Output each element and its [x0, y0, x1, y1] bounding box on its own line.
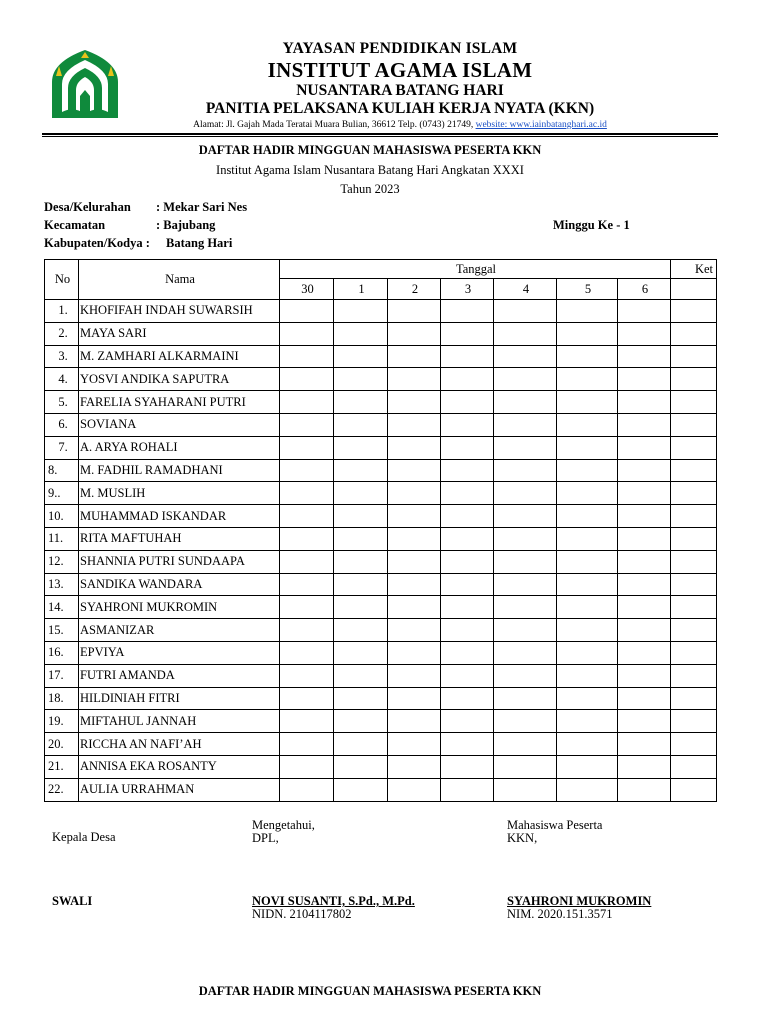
row-number: 21. — [45, 755, 79, 778]
ket-cell — [671, 733, 717, 756]
attendance-cell — [388, 436, 441, 459]
date-header: 4 — [494, 279, 557, 300]
student-name: M. FADHIL RAMADHANI — [79, 459, 280, 482]
row-number: 15. — [45, 619, 79, 642]
table-row — [45, 755, 717, 778]
attendance-cell — [494, 300, 557, 323]
table-row — [45, 322, 717, 345]
student-name: MIFTAHUL JANNAH — [79, 710, 280, 733]
table-row — [45, 345, 717, 368]
table-row — [45, 664, 717, 687]
row-number: 8. — [45, 459, 79, 482]
document-year: Tahun 2023 — [340, 182, 400, 196]
table-row — [45, 687, 717, 710]
attendance-cell — [557, 300, 618, 323]
attendance-cell — [441, 687, 494, 710]
attendance-cell — [388, 345, 441, 368]
attendance-cell — [494, 459, 557, 482]
row-number: 7. — [45, 436, 79, 459]
mid-signer-id: NIDN. 2104117802 — [252, 907, 352, 921]
foundation-name: YAYASAN PENDIDIKAN ISLAM — [282, 40, 518, 57]
ket-cell — [671, 573, 717, 596]
attendance-cell — [494, 505, 557, 528]
next-page-title: DAFTAR HADIR MINGGUAN MAHASISWA PESERTA KKN — [198, 984, 542, 998]
attendance-cell — [494, 368, 557, 391]
attendance-cell — [494, 755, 557, 778]
attendance-cell — [441, 710, 494, 733]
attendance-cell — [280, 300, 334, 323]
attendance-cell — [494, 596, 557, 619]
attendance-cell — [441, 413, 494, 436]
attendance-cell — [557, 573, 618, 596]
attendance-cell — [441, 368, 494, 391]
attendance-cell — [618, 778, 671, 801]
table-row — [45, 619, 717, 642]
attendance-cell — [618, 459, 671, 482]
ket-cell — [671, 482, 717, 505]
date-header: 6 — [618, 279, 671, 300]
date-header: 3 — [441, 279, 494, 300]
table-row — [45, 641, 717, 664]
table-row — [45, 391, 717, 414]
attendance-cell — [441, 778, 494, 801]
attendance-cell — [280, 413, 334, 436]
attendance-cell — [334, 687, 388, 710]
attendance-cell — [334, 596, 388, 619]
address-text: Alamat: Jl. Gajah Mada Teratai Muara Bulian, 36612 Telp. (0743) 21749, — [193, 120, 476, 130]
kecamatan-value: : Bajubang — [156, 218, 216, 232]
attendance-cell — [280, 573, 334, 596]
attendance-cell — [494, 482, 557, 505]
attendance-cell — [388, 413, 441, 436]
left-signer-name: SWALI — [52, 894, 93, 908]
attendance-cell — [618, 641, 671, 664]
attendance-cell — [334, 664, 388, 687]
table-row — [45, 505, 717, 528]
table-row — [45, 368, 717, 391]
attendance-cell — [441, 300, 494, 323]
ket-cell — [671, 345, 717, 368]
attendance-cell — [388, 664, 441, 687]
attendance-cell — [441, 527, 494, 550]
attendance-cell — [441, 436, 494, 459]
attendance-cell — [557, 755, 618, 778]
attendance-cell — [388, 505, 441, 528]
attendance-cell — [441, 550, 494, 573]
attendance-cell — [280, 482, 334, 505]
ket-cell — [671, 322, 717, 345]
mid-role-line2: DPL, — [252, 831, 279, 845]
attendance-cell — [618, 345, 671, 368]
attendance-cell — [280, 368, 334, 391]
attendance-cell — [494, 710, 557, 733]
student-name: SHANNIA PUTRI SUNDAAPA — [79, 550, 280, 573]
attendance-cell — [618, 436, 671, 459]
header-ket: Ket — [671, 260, 717, 279]
student-name: EPVIYA — [79, 641, 280, 664]
row-number: 17. — [45, 664, 79, 687]
ket-cell — [671, 413, 717, 436]
attendance-cell — [494, 573, 557, 596]
student-name: MAYA SARI — [79, 322, 280, 345]
attendance-cell — [334, 505, 388, 528]
row-number: 2. — [45, 322, 79, 345]
attendance-cell — [557, 436, 618, 459]
left-role: Kepala Desa — [52, 830, 116, 844]
row-number: 5. — [45, 391, 79, 414]
attendance-cell — [441, 733, 494, 756]
attendance-cell — [388, 482, 441, 505]
mid-role-line1: Mengetahui, — [252, 818, 315, 832]
student-name: FARELIA SYAHARANI PUTRI — [79, 391, 280, 414]
website-link[interactable]: website: www.iainbatanghari.ac.id — [475, 120, 607, 130]
ket-cell — [671, 505, 717, 528]
ket-cell — [671, 664, 717, 687]
attendance-cell — [557, 322, 618, 345]
attendance-cell — [388, 322, 441, 345]
attendance-cell — [557, 482, 618, 505]
attendance-cell — [280, 459, 334, 482]
attendance-cell — [441, 573, 494, 596]
attendance-cell — [618, 391, 671, 414]
attendance-cell — [494, 664, 557, 687]
attendance-cell — [388, 596, 441, 619]
attendance-cell — [618, 687, 671, 710]
attendance-cell — [280, 619, 334, 642]
header-tanggal: Tanggal — [280, 260, 671, 279]
right-signer-name: SYAHRONI MUKROMIN — [507, 894, 652, 908]
attendance-cell — [441, 641, 494, 664]
attendance-cell — [441, 391, 494, 414]
row-number: 10. — [45, 505, 79, 528]
ket-cell — [671, 459, 717, 482]
date-header: 2 — [388, 279, 441, 300]
ket-cell — [671, 300, 717, 323]
attendance-table — [44, 259, 717, 802]
attendance-cell — [494, 436, 557, 459]
kabupaten-value: Batang Hari — [166, 236, 233, 250]
header-nama: Nama — [79, 260, 280, 300]
attendance-cell — [280, 664, 334, 687]
ket-cell — [671, 687, 717, 710]
week-label: Minggu Ke - 1 — [553, 218, 630, 232]
attendance-cell — [618, 664, 671, 687]
attendance-cell — [334, 527, 388, 550]
attendance-cell — [494, 641, 557, 664]
ket-cell — [671, 641, 717, 664]
table-row — [45, 733, 717, 756]
student-name: RICCHA AN NAFI’AH — [79, 733, 280, 756]
attendance-cell — [441, 459, 494, 482]
date-header: 30 — [280, 279, 334, 300]
ket-cell — [671, 391, 717, 414]
attendance-cell — [388, 391, 441, 414]
attendance-cell — [334, 436, 388, 459]
ket-cell — [671, 755, 717, 778]
attendance-cell — [334, 482, 388, 505]
attendance-cell — [388, 755, 441, 778]
attendance-cell — [280, 322, 334, 345]
attendance-cell — [618, 596, 671, 619]
table-row — [45, 573, 717, 596]
attendance-cell — [618, 733, 671, 756]
table-row — [45, 596, 717, 619]
ket-cell — [671, 778, 717, 801]
attendance-cell — [388, 368, 441, 391]
attendance-cell — [388, 733, 441, 756]
right-signer-id: NIM. 2020.151.3571 — [507, 907, 613, 921]
document-subtitle: Institut Agama Islam Nusantara Batang Hari Angkatan XXXI — [216, 163, 524, 177]
attendance-cell — [557, 550, 618, 573]
student-name: M. ZAMHARI ALKARMAINI — [79, 345, 280, 368]
attendance-cell — [618, 710, 671, 733]
attendance-cell — [494, 687, 557, 710]
attendance-cell — [618, 413, 671, 436]
institute-logo — [48, 48, 122, 120]
attendance-cell — [334, 300, 388, 323]
attendance-cell — [334, 755, 388, 778]
desa-label: Desa/Kelurahan — [44, 200, 131, 214]
row-number: 11. — [45, 527, 79, 550]
student-name: SOVIANA — [79, 413, 280, 436]
attendance-cell — [441, 619, 494, 642]
institute-location: NUSANTARA BATANG HARI — [296, 82, 504, 99]
attendance-cell — [280, 391, 334, 414]
table-row — [45, 527, 717, 550]
attendance-cell — [334, 641, 388, 664]
attendance-cell — [618, 482, 671, 505]
attendance-cell — [441, 345, 494, 368]
attendance-cell — [557, 459, 618, 482]
ket-cell — [671, 710, 717, 733]
attendance-cell — [280, 687, 334, 710]
attendance-cell — [557, 345, 618, 368]
row-number: 19. — [45, 710, 79, 733]
attendance-cell — [334, 322, 388, 345]
ket-subheader — [671, 279, 717, 300]
attendance-cell — [618, 322, 671, 345]
attendance-cell — [557, 687, 618, 710]
attendance-cell — [494, 550, 557, 573]
row-number: 4. — [45, 368, 79, 391]
attendance-cell — [280, 527, 334, 550]
student-name: MUHAMMAD ISKANDAR — [79, 505, 280, 528]
attendance-cell — [441, 322, 494, 345]
attendance-cell — [557, 596, 618, 619]
student-name: AULIA URRAHMAN — [79, 778, 280, 801]
attendance-cell — [441, 596, 494, 619]
row-number: 6. — [45, 413, 79, 436]
student-name: SANDIKA WANDARA — [79, 573, 280, 596]
kecamatan-label: Kecamatan — [44, 218, 106, 232]
attendance-cell — [441, 482, 494, 505]
attendance-cell — [618, 368, 671, 391]
attendance-cell — [280, 641, 334, 664]
row-number: 22. — [45, 778, 79, 801]
attendance-cell — [557, 778, 618, 801]
attendance-cell — [334, 391, 388, 414]
row-number: 16. — [45, 641, 79, 664]
attendance-cell — [494, 527, 557, 550]
attendance-cell — [334, 550, 388, 573]
row-number: 3. — [45, 345, 79, 368]
row-number: 13. — [45, 573, 79, 596]
row-number: 14. — [45, 596, 79, 619]
attendance-cell — [280, 596, 334, 619]
attendance-cell — [441, 505, 494, 528]
attendance-cell — [557, 368, 618, 391]
row-number: 12. — [45, 550, 79, 573]
attendance-cell — [618, 300, 671, 323]
ket-cell — [671, 436, 717, 459]
address-line — [130, 120, 670, 130]
attendance-cell — [494, 345, 557, 368]
attendance-cell — [557, 641, 618, 664]
table-row — [45, 436, 717, 459]
attendance-cell — [618, 550, 671, 573]
attendance-cell — [388, 687, 441, 710]
attendance-cell — [388, 459, 441, 482]
right-role-line2: KKN, — [507, 831, 538, 845]
attendance-cell — [557, 505, 618, 528]
attendance-cell — [494, 322, 557, 345]
attendance-cell — [334, 459, 388, 482]
student-name: YOSVI ANDIKA SAPUTRA — [79, 368, 280, 391]
ket-cell — [671, 596, 717, 619]
attendance-cell — [334, 345, 388, 368]
student-name: HILDINIAH FITRI — [79, 687, 280, 710]
attendance-cell — [388, 573, 441, 596]
attendance-cell — [280, 345, 334, 368]
attendance-cell — [441, 755, 494, 778]
attendance-cell — [494, 619, 557, 642]
attendance-cell — [388, 300, 441, 323]
attendance-cell — [280, 550, 334, 573]
attendance-cell — [280, 436, 334, 459]
attendance-cell — [334, 413, 388, 436]
row-number: 1. — [45, 300, 79, 323]
student-name: FUTRI AMANDA — [79, 664, 280, 687]
attendance-cell — [280, 505, 334, 528]
attendance-cell — [618, 755, 671, 778]
table-row — [45, 413, 717, 436]
attendance-cell — [441, 664, 494, 687]
header-no: No — [45, 260, 79, 300]
attendance-cell — [388, 550, 441, 573]
row-number: 18. — [45, 687, 79, 710]
attendance-cell — [557, 413, 618, 436]
student-name: SYAHRONI MUKROMIN — [79, 596, 280, 619]
attendance-cell — [494, 733, 557, 756]
ket-cell — [671, 619, 717, 642]
attendance-cell — [388, 710, 441, 733]
attendance-cell — [334, 573, 388, 596]
attendance-cell — [334, 733, 388, 756]
attendance-cell — [280, 710, 334, 733]
attendance-cell — [334, 710, 388, 733]
attendance-cell — [557, 710, 618, 733]
student-name: RITA MAFTUHAH — [79, 527, 280, 550]
attendance-cell — [618, 505, 671, 528]
attendance-cell — [557, 664, 618, 687]
attendance-cell — [557, 733, 618, 756]
attendance-cell — [334, 368, 388, 391]
attendance-cell — [334, 619, 388, 642]
desa-value: : Mekar Sari Nes — [156, 200, 248, 214]
attendance-cell — [494, 778, 557, 801]
attendance-cell — [618, 619, 671, 642]
header-rule-thick — [42, 133, 718, 135]
attendance-cell — [388, 641, 441, 664]
attendance-cell — [388, 619, 441, 642]
right-role-line1: Mahasiswa Peserta — [507, 818, 603, 832]
table-row — [45, 482, 717, 505]
student-name: M. MUSLIH — [79, 482, 280, 505]
attendance-cell — [388, 527, 441, 550]
attendance-cell — [280, 755, 334, 778]
attendance-cell — [494, 391, 557, 414]
table-row — [45, 550, 717, 573]
attendance-cell — [280, 733, 334, 756]
student-name: A. ARYA ROHALI — [79, 436, 280, 459]
attendance-cell — [388, 778, 441, 801]
attendance-cell — [557, 391, 618, 414]
date-header: 1 — [334, 279, 388, 300]
attendance-cell — [557, 527, 618, 550]
attendance-cell — [334, 778, 388, 801]
ket-cell — [671, 527, 717, 550]
student-name: ASMANIZAR — [79, 619, 280, 642]
attendance-cell — [280, 778, 334, 801]
ket-cell — [671, 368, 717, 391]
ket-cell — [671, 550, 717, 573]
row-number: 20. — [45, 733, 79, 756]
table-row — [45, 300, 717, 323]
table-row — [45, 778, 717, 801]
date-header: 5 — [557, 279, 618, 300]
student-name: KHOFIFAH INDAH SUWARSIH — [79, 300, 280, 323]
header-rule-thin — [42, 136, 718, 137]
attendance-cell — [618, 527, 671, 550]
institute-name: INSTITUT AGAMA ISLAM — [267, 58, 533, 82]
committee-name: PANITIA PELAKSANA KULIAH KERJA NYATA (KKN) — [205, 100, 595, 117]
attendance-cell — [557, 619, 618, 642]
table-row — [45, 459, 717, 482]
attendance-cell — [494, 413, 557, 436]
student-name: ANNISA EKA ROSANTY — [79, 755, 280, 778]
table-row — [45, 710, 717, 733]
kabupaten-label: Kabupaten/Kodya : — [44, 236, 150, 250]
mid-signer-name: NOVI SUSANTI, S.Pd., M.Pd. — [252, 894, 415, 908]
row-number: 9.. — [45, 482, 79, 505]
document-title: DAFTAR HADIR MINGGUAN MAHASISWA PESERTA KKN — [198, 143, 542, 157]
attendance-cell — [618, 573, 671, 596]
